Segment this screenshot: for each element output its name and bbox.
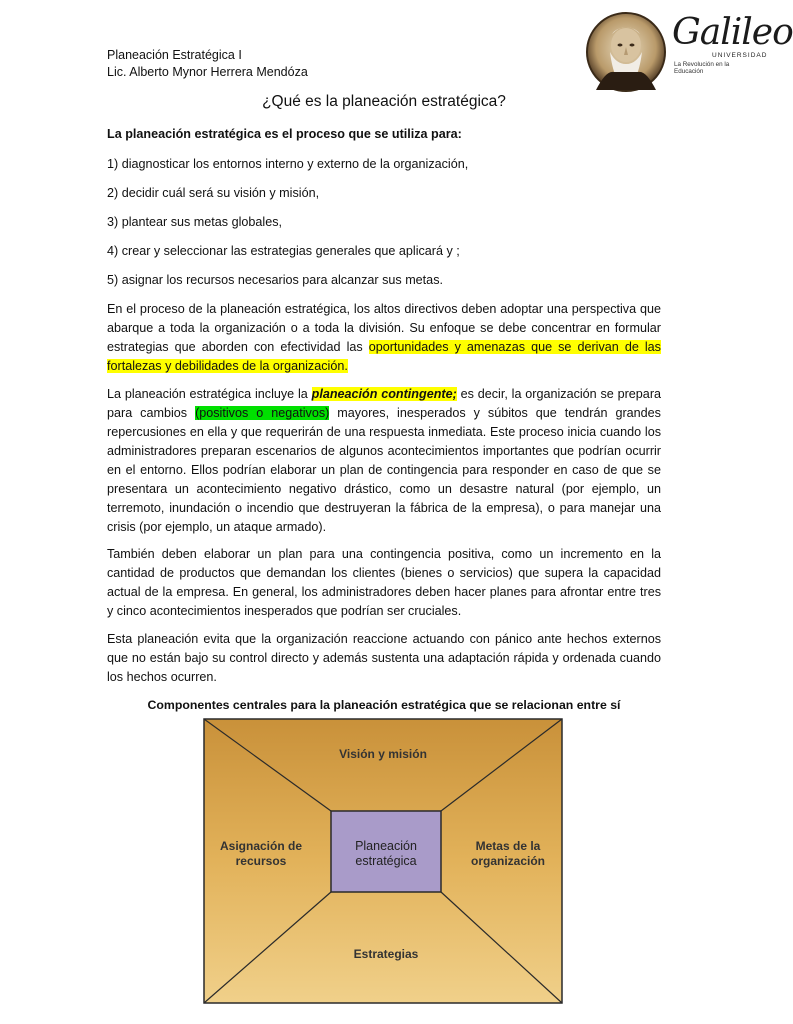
- paragraph-panic-avoidance: Esta planeación evita que la organización reaccione actuando con pánico ante hechos externos que no están bajo su control directo y además sustenta una adaptación rápida y ordenada cuando los hechos ocurren.: [107, 632, 661, 684]
- diagram-center-label-1: Planeación: [355, 839, 417, 853]
- highlighted-term: planeación contingente;: [311, 387, 457, 401]
- diagram-label-left-1: Asignación de: [219, 839, 303, 853]
- brand-tagline: La Revolución en la Educación: [674, 61, 730, 75]
- paragraph-text: En el proceso de la planeación estratégica, los altos directivos deben adoptar una perspectiva que abarque a toda la organización o a toda la división. Su enfoque se debe concentrar en formular estrategias que aborden con efectividad las: [107, 302, 661, 354]
- list-item: 2) decidir cuál será su visión y misión,: [107, 186, 320, 200]
- intro-line: La planeación estratégica es el proceso que se utiliza para:: [107, 127, 462, 141]
- brand-name: Galileo: [672, 12, 793, 53]
- paragraph-text: La planeación estratégica incluye la: [107, 387, 312, 401]
- diagram-label-left-2: recursos: [235, 854, 287, 868]
- list-item: 3) plantear sus metas globales,: [107, 215, 283, 229]
- brand-subtitle: UNIVERSIDAD: [712, 52, 768, 59]
- diagram-caption: Componentes centrales para la planeación estratégica que se relacionan entre sí: [147, 698, 621, 712]
- paragraph-positive-contingency: También deben elaborar un plan para una contingencia positiva, como un incremento en la cantidad de productos que demandan los clientes (bienes o servicios) que supera la capacidad actual de la empresa. En general, los administradores deben hacer planes para afrontar entre tres y cinco acontecimientos inesperados que podrían ser cruciales.: [107, 547, 661, 618]
- list-item: 1) diagnosticar los entornos interno y externo de la organización,: [107, 157, 469, 171]
- list-item: 5) asignar los recursos necesarios para alcanzar sus metas.: [107, 273, 443, 287]
- highlighted-green-text: (positivos o negativos): [195, 406, 330, 420]
- diagram-label-bottom: Estrategias: [353, 947, 419, 961]
- course-name: Planeación Estratégica I: [107, 48, 242, 62]
- diagram-label-right-2: organización: [470, 854, 546, 868]
- paragraph-text: es decir, la organización se prepara para cambios: [107, 387, 662, 420]
- paragraph-text: mayores, inesperados y súbitos que tendrán grandes repercusiones en ella y que requerirán de una respuesta inmediata. Este proceso inicia cuando los administradores preparan escenarios de algunos acontecimientos importantes que podrían ocurrir en el entorno. Ellos podrían elaborar un plan de contingencia para responder en caso de que se presentara un acontecimiento negativo drástico, como un desastre natural (por ejemplo, un terremoto, inundación o incendio que destruyeran la fábrica de la empresa), o para manejar una crisis (por ejemplo, un ataque armado).: [107, 406, 661, 534]
- paragraph-strategic-focus: [107, 300, 661, 376]
- diagram-label-right-1: Metas de la: [475, 839, 541, 853]
- galileo-portrait-icon: [586, 12, 666, 92]
- diagram-label-top: Visión y misión: [339, 747, 427, 761]
- instructor-name: Lic. Alberto Mynor Herrera Mendóza: [107, 65, 308, 79]
- paragraph-contingency: [107, 385, 661, 537]
- page-title: ¿Qué es la planeación estratégica?: [262, 93, 506, 110]
- diagram-center-label-2: estratégica: [355, 854, 417, 868]
- highlighted-text: oportunidades y amenazas que se derivan de las fortalezas y debilidades de la organización.: [107, 340, 661, 373]
- list-item: 4) crear y seleccionar las estrategias generales que aplicará y ;: [107, 244, 460, 258]
- strategic-planning-diagram: [203, 718, 563, 1004]
